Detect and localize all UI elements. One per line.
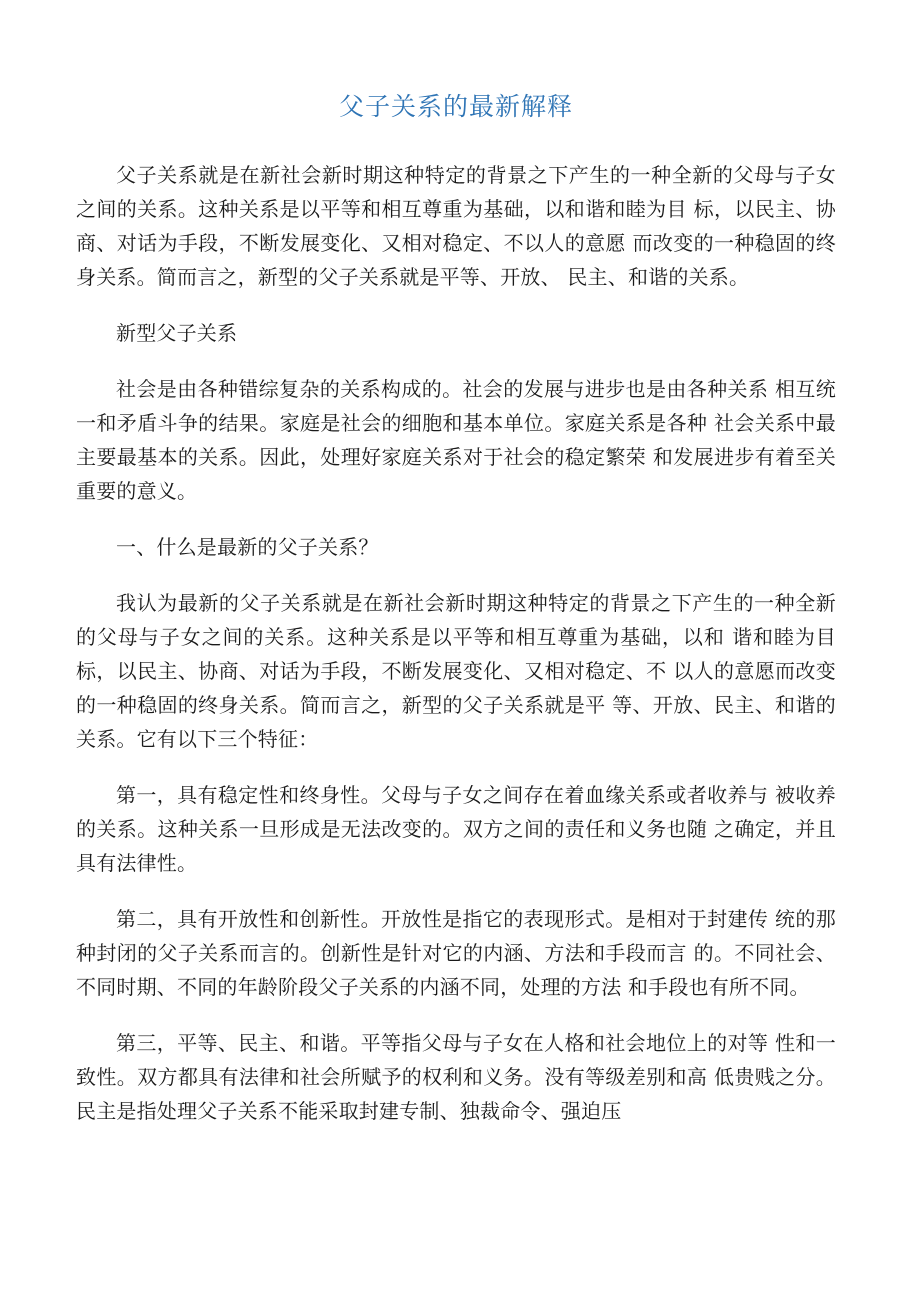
paragraph-feature-three: 第三，平等、民主、和谐。平等指父母与子女在人格和社会地位上的对等 性和一致性。双方都具有法律和社会所赋予的权利和义务。没有等级差别和高 低贵贱之分。民主是指处理父子关系不能采取封建专制、独裁命令、强迫压 — [76, 1031, 836, 1123]
document-title: 父子关系的最新解释 — [338, 92, 573, 121]
section-heading-new-relationship: 新型父子关系 — [116, 321, 238, 345]
paragraph-society: 社会是由各种错综复杂的关系构成的。社会的发展与进步也是由各种关系 相互统一和矛盾斗争的结果。家庭是社会的细胞和基本单位。家庭关系是各种 社会关系中最主要最基本的关系。因此，处理好家庭关系对于社会的稳定繁荣 和发展进步有着至关重要的意义。 — [76, 377, 836, 503]
paragraph-feature-one: 第一，具有稳定性和终身性。父母与子女之间存在着血缘关系或者收养与 被收养的关系。这种关系一旦形成是无法改变的。双方之间的责任和义务也随 之确定，并且具有法律性。 — [76, 783, 836, 875]
document-page — [76, 84, 836, 1150]
section-heading-what-is: 一、什么是最新的父子关系？ — [116, 535, 379, 559]
paragraph-intro: 父子关系就是在新社会新时期这种特定的背景之下产生的一种全新的父母与子女之间的关系。这种关系是以平等和相互尊重为基础，以和谐和睦为目 标，以民主、协商、对话为手段，不断发展变化、又相对稳定、不以人的意愿 而改变的一种稳固的终身关系。简而言之，新型的父子关系就是平等、开放、 民主、和谐的关系。 — [76, 163, 836, 289]
paragraph-feature-two: 第二，具有开放性和创新性。开放性是指它的表现形式。是相对于封建传 统的那种封闭的父子关系而言的。创新性是针对它的内涵、方法和手段而言 的。不同社会、不同时期、不同的年龄阶段父子关系的内涵不同，处理的方法 和手段也有所不同。 — [76, 907, 836, 999]
paragraph-definition: 我认为最新的父子关系就是在新社会新时期这种特定的背景之下产生的一种全新的父母与子女之间的关系。这种关系是以平等和相互尊重为基础，以和 谐和睦为目标，以民主、协商、对话为手段，不断发展变化、又相对稳定、不 以人的意愿而改变的一种稳固的终身关系。简而言之，新型的父子关系就是平 等、开放、民主、和谐的关系。它有以下三个特征： — [76, 591, 836, 751]
